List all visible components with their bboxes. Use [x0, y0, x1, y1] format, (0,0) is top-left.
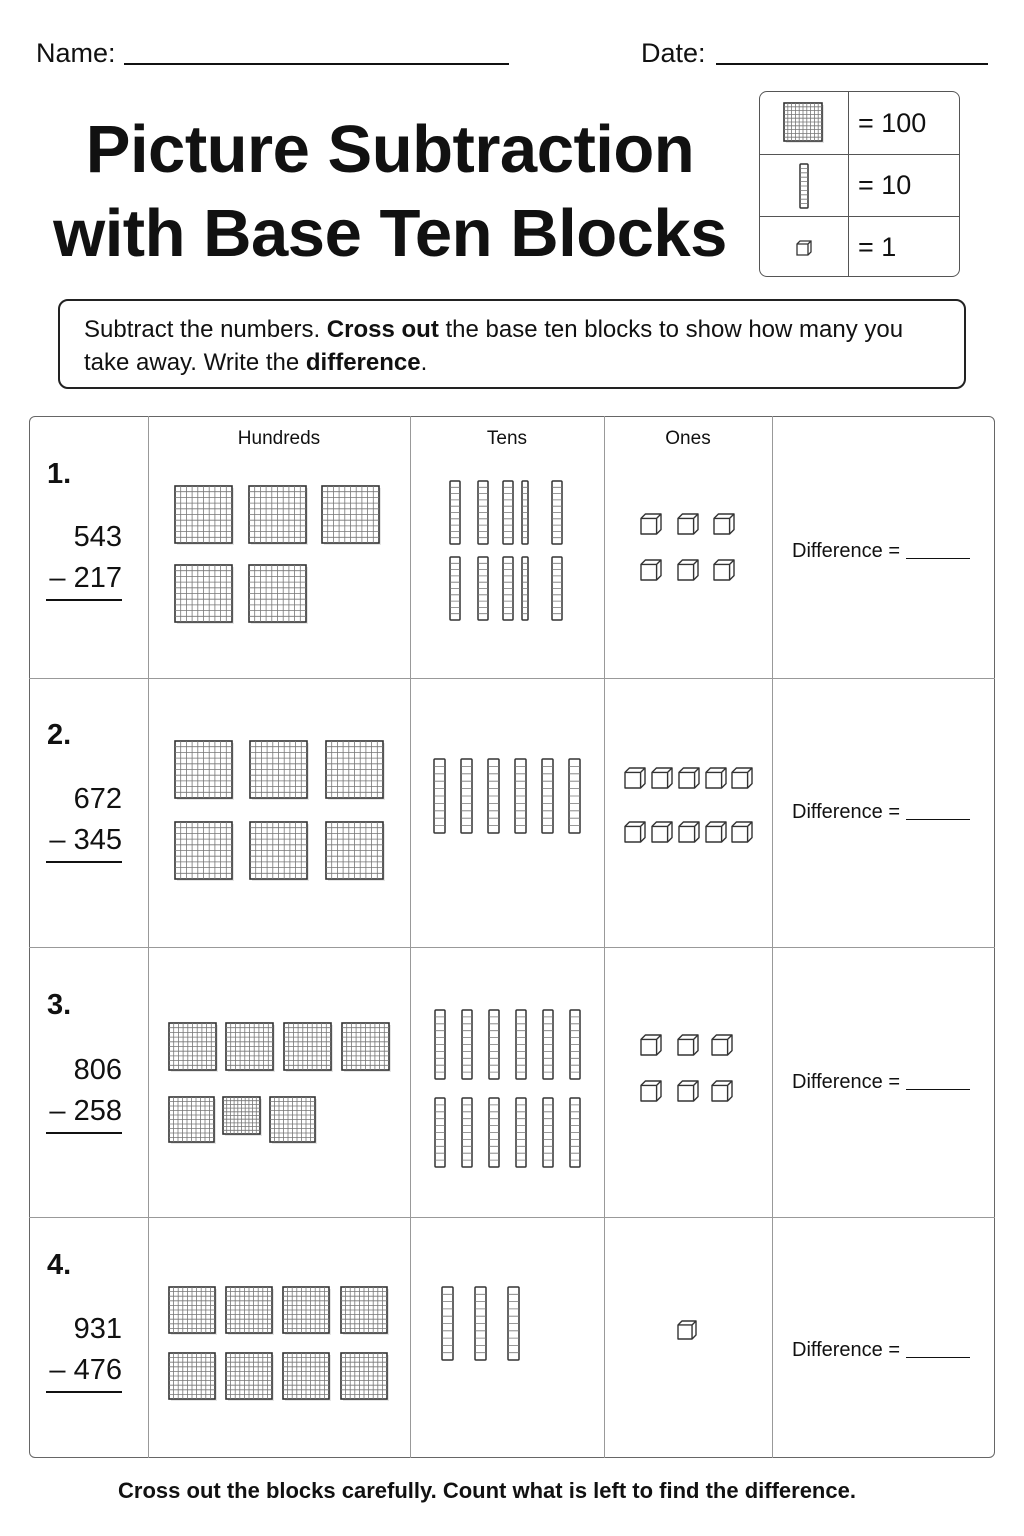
- page-title: [40, 108, 740, 276]
- problem-2-difference: [792, 801, 970, 824]
- instructions-bold-cross-out: Cross out: [326, 316, 439, 343]
- problem-number-1: 1.: [47, 458, 72, 490]
- title-line-2: with Base Ten Blocks: [53, 196, 727, 271]
- problem-number-3: 3.: [47, 989, 72, 1021]
- problem-4-minuend: 931: [73, 1313, 122, 1345]
- difference-label: Difference =: [792, 1071, 901, 1093]
- date-line[interactable]: [716, 63, 988, 65]
- problem-1-minuend: 543: [73, 521, 122, 553]
- instructions-box: [58, 299, 966, 389]
- problem-4-equation: [46, 1309, 122, 1393]
- one-cube-icon: [760, 217, 849, 277]
- problem-3-equation: [46, 1050, 122, 1134]
- key-value-one: = 1: [858, 232, 897, 262]
- instructions-text-1: Subtract the numbers.: [84, 316, 327, 343]
- key-value-ten: = 10: [858, 170, 912, 200]
- name-label: Name:: [36, 38, 116, 68]
- difference-answer-blank[interactable]: [906, 819, 970, 820]
- problem-4-subtrahend: – 476: [46, 1350, 122, 1393]
- footer-note: Cross out the blocks carefully. Count what is left to find the difference.: [118, 1478, 856, 1503]
- column-header-tens: Tens: [486, 428, 528, 449]
- difference-answer-blank[interactable]: [906, 558, 970, 559]
- hundred-flat[interactable]: [784, 103, 824, 143]
- column-divider: [604, 416, 605, 1458]
- key-row-one: [760, 216, 959, 277]
- problem-2-subtrahend: – 345: [46, 820, 122, 863]
- name-line[interactable]: [124, 63, 509, 65]
- difference-label: Difference =: [792, 801, 901, 823]
- column-divider: [148, 416, 149, 1458]
- column-header-hundreds: Hundreds: [237, 428, 321, 449]
- row-divider: [29, 1217, 995, 1218]
- instructions-text-3: .: [420, 349, 428, 376]
- problem-number-2: 2.: [47, 719, 72, 751]
- problem-table: [29, 416, 995, 1458]
- difference-answer-blank[interactable]: [906, 1089, 970, 1090]
- title-line-1: Picture Subtraction: [85, 112, 695, 187]
- problem-2-equation: [46, 779, 122, 863]
- date-label: Date:: [641, 38, 706, 68]
- difference-label: Difference =: [792, 540, 901, 562]
- problem-2-minuend: 672: [73, 783, 122, 815]
- problem-1-difference: [792, 540, 970, 563]
- difference-label: Difference =: [792, 1339, 901, 1361]
- instructions-bold-difference: difference: [305, 349, 421, 376]
- instructions-text-2: the base ten blocks to show how many you take away. Write the: [84, 316, 904, 376]
- difference-answer-blank[interactable]: [906, 1357, 970, 1358]
- hundred-flat-icon: [760, 92, 849, 154]
- ten-rod-icon: [760, 155, 849, 216]
- key-row-ten: [760, 154, 959, 216]
- problem-1-equation: [46, 517, 122, 601]
- key-value-hundred: = 100: [858, 107, 927, 138]
- problem-4-difference: [792, 1339, 970, 1362]
- row-divider: [29, 947, 995, 948]
- column-divider: [410, 416, 411, 1458]
- column-divider: [772, 416, 773, 1458]
- problem-3-minuend: 806: [73, 1054, 122, 1086]
- ten-rod[interactable]: [800, 164, 808, 208]
- row-divider: [29, 678, 995, 679]
- key-row-hundred: [760, 92, 959, 154]
- problem-3-subtrahend: – 258: [46, 1091, 122, 1134]
- column-header-ones: Ones: [665, 428, 711, 449]
- problem-number-4: 4.: [47, 1249, 72, 1281]
- value-key: [759, 91, 960, 277]
- problem-1-subtrahend: – 217: [46, 558, 122, 601]
- problem-3-difference: [792, 1071, 970, 1094]
